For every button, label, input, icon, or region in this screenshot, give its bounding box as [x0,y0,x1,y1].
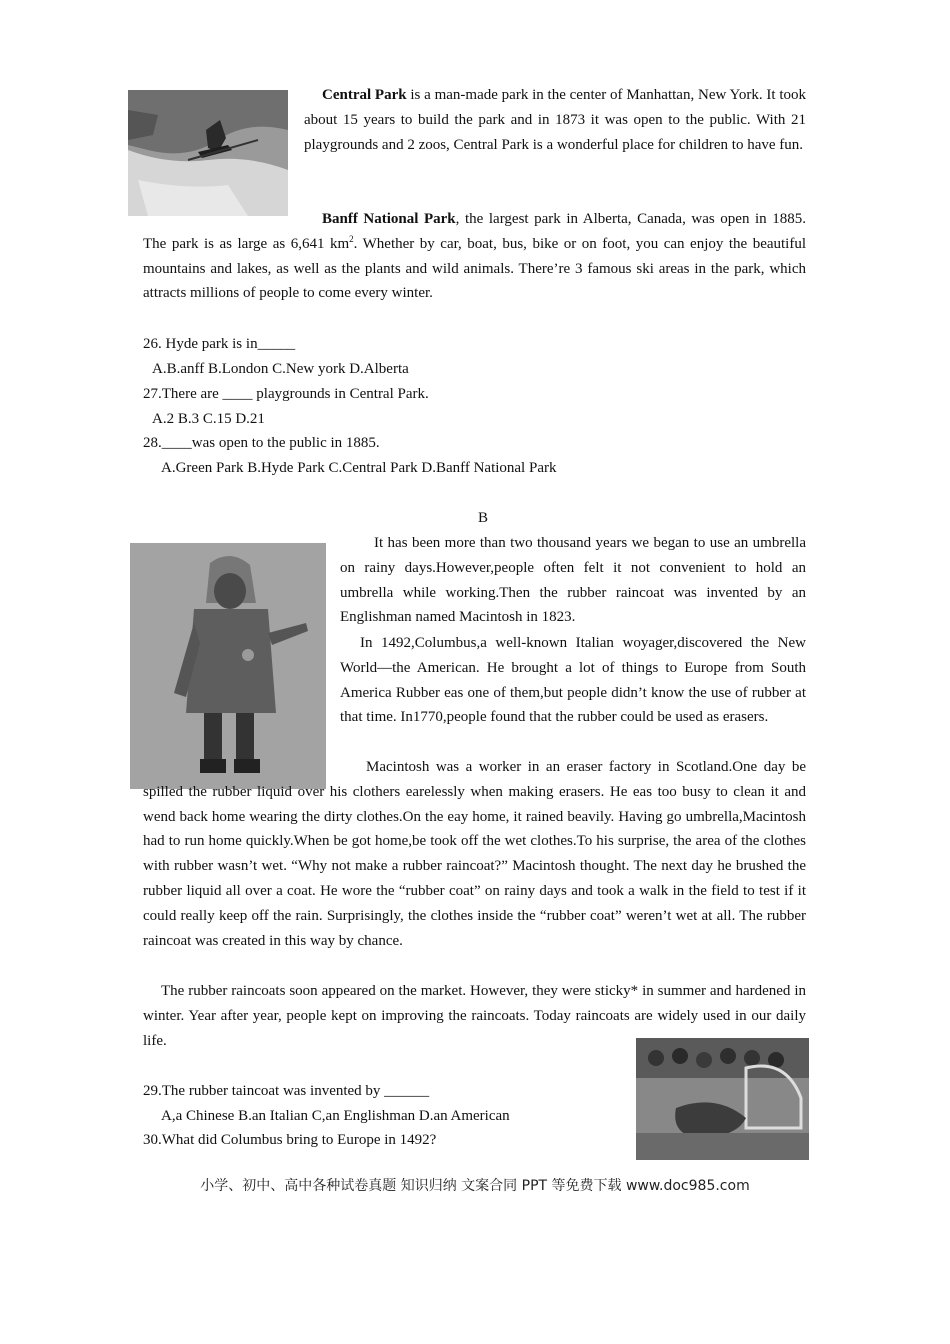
question-27 [143,382,429,432]
central-park-name: Central Park [322,87,407,103]
question-26 [143,332,409,382]
central-park-paragraph [304,83,806,157]
question-options: A.2 B.3 C.15 D.21 [152,410,265,427]
paragraph-text: The rubber raincoats soon appeared on the market. However, they were sticky* in summer and hardened in winter. Year after year, people kept on improving the raincoats. Today raincoats are widely used in our daily life. [143,983,806,1049]
question-stem: 27.There are ____ playgrounds in Central Park. [143,386,429,402]
question-stem: 29.The rubber taincoat was invented by ______ [143,1083,430,1099]
skier-photo [128,90,288,216]
crowd-seal-photo [636,1038,809,1160]
passage-b-paragraph-2 [340,631,806,730]
child-raincoat-photo [130,543,326,789]
passage-b-paragraph-3 [143,755,806,953]
passage-b-paragraph-1 [340,531,806,630]
question-30 [143,1128,436,1153]
banff-name: Banff National Park [322,211,456,227]
question-stem: 28.____was open to the public in 1885. [143,435,380,451]
paragraph-text: In 1492,Columbus,a well-known Italian woyager,discovered the New World—the American. He brought a lot of things to Europe from South America Rubber eas one of them,but people didn’t know the use of rubber at that time. In1770,people found that the rubber could be used as erasers. [340,635,806,726]
banff-superscript: 2 [349,233,354,244]
central-park-text: is a man-made park in the center of Manhattan, New York. It took about 15 years to build the park and in 1873 it was open to the public. With 21 playgrounds and 2 zoos, Central Park is a wonderful place for children to have fun. [304,87,806,153]
page-footer: 小学、初中、高中各种试卷真题 知识归纳 文案合同 PPT 等免费下载 www.doc985.com [200,1178,750,1194]
question-29 [143,1079,510,1129]
banff-text-1: , the largest park in Alberta, Canada, was open in 1885. The park is as large as 6,641 km [143,211,806,252]
question-options: A.B.anff B.London C.New york D.Alberta [152,360,409,377]
question-stem: 30.What did Columbus bring to Europe in 1492? [143,1132,437,1148]
banff-paragraph [143,207,806,306]
paragraph-text: It has been more than two thousand years we began to use an umbrella on rainy days.However,people often felt it not convenient to hold an umbrella while working.Then the rubber raincoat was invented by an Englishman named Macintosh in 1823. [340,535,806,626]
question-options: A,a Chinese B.an Italian C,an Englishman D.an American [161,1107,510,1124]
section-b-label: B [478,510,489,526]
banff-text-2: . Whether by car, boat, bus, bike or on foot, you can enjoy the beautiful mountains and lakes, as well as the plants and wild animals. There’re 3 famous ski areas in the park, which attracts millions of people to come every winter. [143,235,807,302]
paragraph-text: Macintosh was a worker in an eraser factory in Scotland.One day be spilled the rubber liquid over his clothers earelessly when making erasers. He eas too busy to clean it and wend back home wearing the dirty clothes.On the eay home, it rained beavily. Having go umbrella,Macintosh had to run home quickly.When be got home,be took off the wet clothes.To his surprise, the area of the clothes with rubber wasn’t wet. “Why not make a rubber raincoat?” Macintosh thought. The next day he brushed the rubber liquid all over a coat. He wore the “rubber coat” on rainy days and took a walk in the field to test if it could really keep off the rain. Surprisingly, the clothes inside the “rubber coat” weren’t wet at all. The rubber raincoat was created in this way by chance. [143,759,806,949]
question-28 [143,431,556,481]
question-stem: 26. Hyde park is in_____ [143,336,296,352]
question-options: A.Green Park B.Hyde Park C.Central Park D.Banff National Park [161,459,557,476]
